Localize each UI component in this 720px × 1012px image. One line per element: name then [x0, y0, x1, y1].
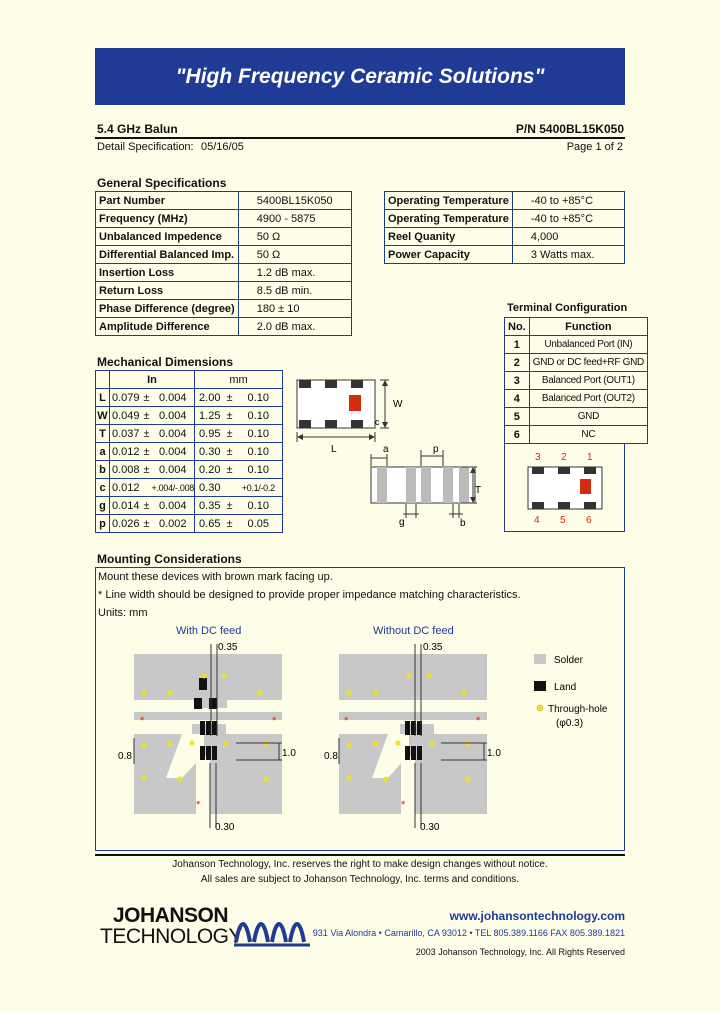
- mechanical-row: [96, 461, 283, 479]
- environment-spec-table: [384, 191, 625, 264]
- dim-inch-tolerance: 0.004: [152, 425, 195, 443]
- dim-plus-minus: ±: [225, 515, 235, 533]
- terminal-function: NC: [529, 426, 647, 444]
- general-spec-table: [95, 191, 352, 336]
- terminal-row: [505, 354, 648, 372]
- chip-side-view: [371, 467, 475, 503]
- page-number: Page 1 of 2: [566, 141, 623, 153]
- mech-head-mm: mm: [195, 371, 283, 389]
- dim-symbol: c: [96, 479, 110, 497]
- spec-row: [96, 210, 352, 228]
- dim-035-right: 0.35: [423, 642, 443, 653]
- dim-symbol: p: [96, 515, 110, 533]
- dim-inch-nominal: 0.008: [110, 461, 142, 479]
- spec-label: Part Number: [96, 192, 239, 210]
- spec-row: [96, 228, 352, 246]
- dim-symbol: L: [96, 389, 110, 407]
- mech-head-blank: [96, 371, 110, 389]
- spec-label: Reel Quanity: [385, 228, 513, 246]
- spec-label: Phase Difference (degree): [96, 300, 239, 318]
- mechanical-row: [96, 443, 283, 461]
- logo-text-1: JOHANSON: [113, 904, 229, 927]
- terminal-function: Unbalanced Port (IN): [529, 336, 647, 354]
- dim-inch-tolerance: 0.004: [152, 497, 195, 515]
- dim-plus-minus: ±: [142, 443, 152, 461]
- spec-label: Operating Temperature: [385, 210, 513, 228]
- terminal-function: GND: [529, 408, 647, 426]
- legend-land: Land: [554, 682, 577, 693]
- dim-symbol: g: [96, 497, 110, 515]
- dim-08-left: 0.8: [118, 751, 132, 762]
- spec-date: 05/16/05: [201, 141, 244, 153]
- legend-through-hole-size: (φ0.3): [556, 718, 584, 729]
- mechanical-row: [96, 497, 283, 515]
- dim-label-a: a: [383, 444, 389, 455]
- mechanical-row: [96, 407, 283, 425]
- mechanical-row: [96, 515, 283, 533]
- dim-inch-nominal: 0.012: [110, 479, 142, 497]
- product-name: 5.4 GHz Balun: [97, 122, 178, 136]
- spec-value: 50 Ω: [238, 246, 351, 264]
- spec-row: [96, 192, 352, 210]
- pin-label: 1: [587, 452, 593, 463]
- dim-label-b: b: [460, 518, 466, 529]
- pin-label: 3: [535, 452, 541, 463]
- solder-swatch: [534, 654, 546, 664]
- spec-label: Frequency (MHz): [96, 210, 239, 228]
- spec-value: 3 Watts max.: [512, 246, 624, 264]
- terminal-row: [505, 372, 648, 390]
- copyright: 2003 Johanson Technology, Inc. All Rights Reserved: [415, 947, 625, 957]
- pin-label: 5: [560, 515, 566, 526]
- dim-mm-tolerance: 0.10: [235, 389, 283, 407]
- dim-plus-minus: ±: [142, 515, 152, 533]
- banner-title: "High Frequency Ceramic Solutions": [95, 48, 625, 105]
- dim-inch-nominal: 0.026: [110, 515, 142, 533]
- dim-plus-minus: ±: [142, 389, 152, 407]
- spec-value: -40 to +85°C: [512, 210, 624, 228]
- dim-030-right: 0.30: [420, 822, 440, 833]
- dim-plus-minus: ±: [142, 461, 152, 479]
- dim-mm-nominal: 0.30: [195, 443, 225, 461]
- svg-text:*: *: [401, 799, 406, 811]
- dim-label-c: c: [375, 417, 380, 427]
- pattern-without-dc-feed: [324, 642, 501, 833]
- dim-label-p: p: [433, 444, 439, 455]
- with-dc-feed-title: With DC feed: [176, 625, 242, 637]
- pin-label: 2: [561, 452, 567, 463]
- terminal-row: [505, 336, 648, 354]
- dim-inch-nominal: 0.014: [110, 497, 142, 515]
- legend-solder: Solder: [554, 655, 583, 666]
- terminal-row: [505, 390, 648, 408]
- terminal-header-row: [505, 318, 648, 336]
- svg-text:*: *: [344, 715, 349, 727]
- spec-row: [96, 300, 352, 318]
- terminal-config-title: Terminal Configuration: [507, 302, 628, 314]
- spec-row: [96, 318, 352, 336]
- through-hole-swatch: [537, 705, 543, 711]
- spec-value: 2.0 dB max.: [238, 318, 351, 336]
- dim-030-left: 0.30: [215, 822, 235, 833]
- dim-inch-tolerance: 0.004: [152, 407, 195, 425]
- detail-spec-label: Detail Specification:: [97, 141, 194, 153]
- units-label: Units: mm: [98, 607, 148, 619]
- terminal-head-no: No.: [505, 318, 530, 336]
- dim-label-l: L: [331, 444, 337, 455]
- dim-symbol: a: [96, 443, 110, 461]
- dim-mm-tolerance: +0.1/-0.2: [235, 479, 283, 497]
- terminal-no: 1: [505, 336, 530, 354]
- spec-label: Insertion Loss: [96, 264, 239, 282]
- spec-value: -40 to +85°C: [512, 192, 624, 210]
- orientation-mark: [349, 395, 361, 411]
- dim-mm-nominal: 0.20: [195, 461, 225, 479]
- spec-value: 4,000: [512, 228, 624, 246]
- mounting-title: Mounting Considerations: [97, 552, 242, 566]
- dim-symbol: b: [96, 461, 110, 479]
- mechanical-row: [96, 389, 283, 407]
- spec-value: 50 Ω: [238, 228, 351, 246]
- dim-inch-nominal: 0.049: [110, 407, 142, 425]
- dim-mm-tolerance: 0.10: [235, 407, 283, 425]
- legend: [534, 654, 608, 729]
- land-pattern-drawings: [96, 638, 624, 838]
- dim-inch-tolerance: +.004/-.008: [152, 479, 195, 497]
- dim-symbol: W: [96, 407, 110, 425]
- terminal-row: [505, 426, 648, 444]
- spec-label: Operating Temperature: [385, 192, 513, 210]
- mounting-line-2: * Line width should be designed to provide proper impedance matching characteristics.: [98, 589, 521, 601]
- legend-through-hole: Through-hole: [548, 704, 608, 715]
- svg-text:*: *: [476, 715, 481, 727]
- dim-plus-minus: [142, 479, 152, 497]
- dim-plus-minus: ±: [142, 497, 152, 515]
- spec-value: 1.2 dB max.: [238, 264, 351, 282]
- spec-value: 5400BL15K050: [238, 192, 351, 210]
- mechanical-title: Mechanical Dimensions: [97, 355, 234, 369]
- svg-text:*: *: [196, 799, 201, 811]
- mechanical-row: [96, 425, 283, 443]
- spec-row: [385, 246, 625, 264]
- dim-plus-minus: ±: [225, 425, 235, 443]
- terminal-no: 2: [505, 354, 530, 372]
- terminal-function: GND or DC feed+RF GND: [529, 354, 647, 372]
- terminal-head-function: Function: [529, 318, 647, 336]
- terminal-table: [504, 317, 648, 444]
- dim-mm-nominal: 0.95: [195, 425, 225, 443]
- dim-plus-minus: ±: [225, 389, 235, 407]
- logo-text-2: TECHNOLOGY: [100, 925, 243, 948]
- dim-mm-nominal: 2.00: [195, 389, 225, 407]
- footer-note-2: All sales are subject to Johanson Technology, Inc. terms and conditions.: [200, 874, 520, 885]
- dim-inch-nominal: 0.079: [110, 389, 142, 407]
- dim-inch-tolerance: 0.004: [152, 389, 195, 407]
- mech-head-in: In: [110, 371, 195, 389]
- pin-label: 4: [534, 515, 540, 526]
- spec-label: Differential Balanced Imp.: [96, 246, 239, 264]
- svg-text:*: *: [272, 715, 277, 727]
- spec-row: [385, 192, 625, 210]
- dim-plus-minus: ±: [225, 497, 235, 515]
- chip-top-view: [297, 380, 375, 428]
- spec-row: [385, 228, 625, 246]
- dim-08-right: 0.8: [324, 751, 338, 762]
- dim-mm-nominal: 0.65: [195, 515, 225, 533]
- orientation-mark: [580, 479, 591, 494]
- logo-wave-icon: [232, 912, 314, 950]
- terminal-no: 5: [505, 408, 530, 426]
- dim-10-left: 1.0: [282, 748, 296, 759]
- spec-label: Power Capacity: [385, 246, 513, 264]
- mechanical-drawing: [285, 370, 495, 530]
- dim-mm-tolerance: 0.10: [235, 461, 283, 479]
- dim-label-w: W: [393, 399, 403, 410]
- dim-mm-nominal: 0.30: [195, 479, 225, 497]
- dim-mm-tolerance: 0.05: [235, 515, 283, 533]
- pin-label: 6: [586, 515, 592, 526]
- dim-inch-tolerance: 0.002: [152, 515, 195, 533]
- terminal-function: Balanced Port (OUT2): [529, 390, 647, 408]
- spec-row: [96, 264, 352, 282]
- terminal-no: 6: [505, 426, 530, 444]
- dim-plus-minus: ±: [225, 407, 235, 425]
- spec-label: Amplitude Difference: [96, 318, 239, 336]
- dim-inch-nominal: 0.037: [110, 425, 142, 443]
- terminal-row: [505, 408, 648, 426]
- footer-note-1: Johanson Technology, Inc. reserves the right to make design changes without notice.: [172, 859, 548, 870]
- pinout-diagram: [504, 443, 625, 532]
- spec-row: [96, 282, 352, 300]
- divider: [95, 137, 625, 139]
- terminal-no: 4: [505, 390, 530, 408]
- website-link[interactable]: www.johansontechnology.com: [449, 909, 625, 923]
- dim-10-right: 1.0: [487, 748, 501, 759]
- dim-035-left: 0.35: [218, 642, 238, 653]
- dim-inch-nominal: 0.012: [110, 443, 142, 461]
- dim-label-t: T: [475, 485, 482, 496]
- spec-row: [96, 246, 352, 264]
- dim-plus-minus: [225, 479, 235, 497]
- spec-label: Return Loss: [96, 282, 239, 300]
- dim-mm-nominal: 0.35: [195, 497, 225, 515]
- dim-plus-minus: ±: [225, 461, 235, 479]
- dim-symbol: T: [96, 425, 110, 443]
- dim-plus-minus: ±: [225, 443, 235, 461]
- dim-mm-tolerance: 0.10: [235, 425, 283, 443]
- svg-text:*: *: [140, 715, 145, 727]
- spec-row: [385, 210, 625, 228]
- dim-mm-tolerance: 0.10: [235, 497, 283, 515]
- spec-value: 4900 - 5875: [238, 210, 351, 228]
- terminal-no: 3: [505, 372, 530, 390]
- mechanical-table: [95, 370, 283, 533]
- general-spec-title: General Specifications: [97, 176, 227, 190]
- dim-plus-minus: ±: [142, 407, 152, 425]
- dim-inch-tolerance: 0.004: [152, 461, 195, 479]
- mechanical-row: [96, 479, 283, 497]
- land-swatch: [534, 681, 546, 691]
- dim-label-g: g: [399, 517, 405, 528]
- without-dc-feed-title: Without DC feed: [373, 625, 454, 637]
- dim-inch-tolerance: 0.004: [152, 443, 195, 461]
- dim-mm-tolerance: 0.10: [235, 443, 283, 461]
- spec-value: 8.5 dB min.: [238, 282, 351, 300]
- mounting-line-1: Mount these devices with brown mark facing up.: [98, 571, 333, 583]
- dim-mm-nominal: 1.25: [195, 407, 225, 425]
- footer-divider: [95, 854, 625, 856]
- part-number: P/N 5400BL15K050: [515, 122, 624, 136]
- company-address: 931 Via Alondra • Camarillo, CA 93012 • TEL 805.389.1166 FAX 805.389.1821: [312, 928, 625, 938]
- mechanical-header-row: [96, 371, 283, 389]
- dim-plus-minus: ±: [142, 425, 152, 443]
- terminal-function: Balanced Port (OUT1): [529, 372, 647, 390]
- spec-value: 180 ± 10: [238, 300, 351, 318]
- pattern-with-dc-feed: [118, 642, 296, 833]
- spec-label: Unbalanced Impedence: [96, 228, 239, 246]
